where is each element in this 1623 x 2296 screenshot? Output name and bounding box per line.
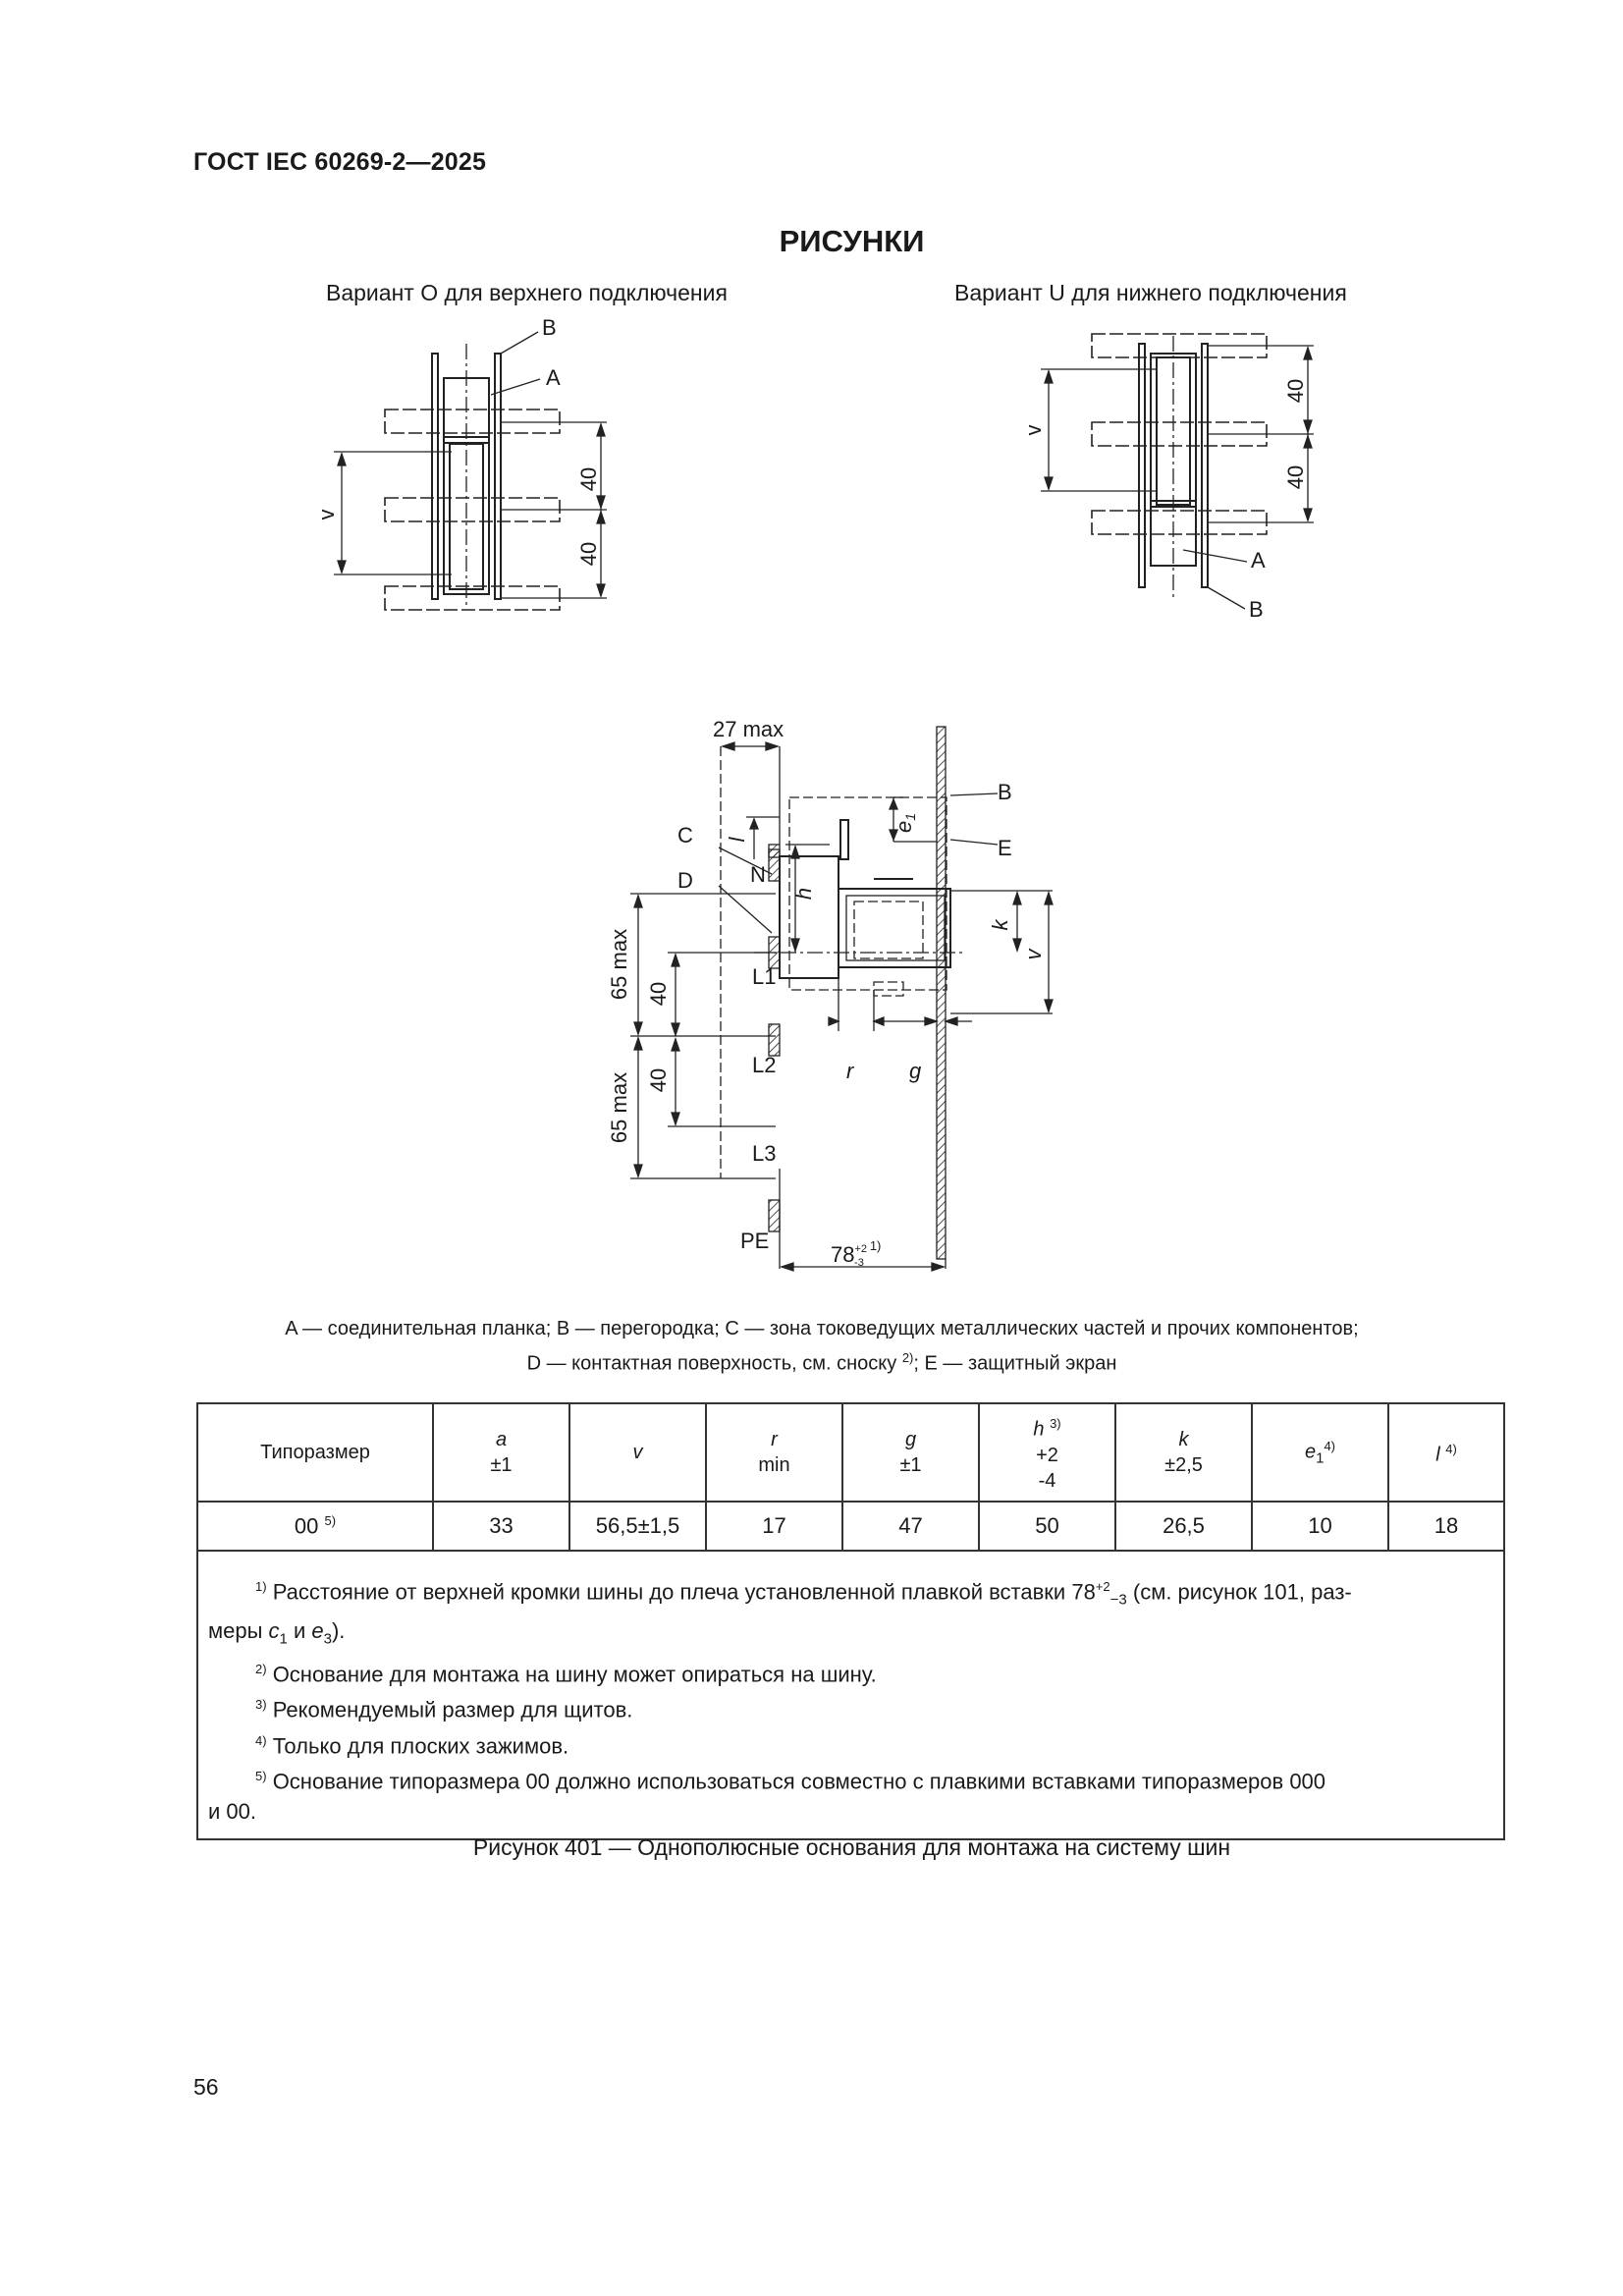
main-label-l1: L1: [752, 964, 777, 989]
main-label-40-bottom: 40: [646, 1067, 671, 1093]
main-label-27max: 27 max: [713, 717, 784, 741]
main-label-v: v: [1021, 949, 1046, 960]
cell-k: 26,5: [1115, 1502, 1252, 1551]
col-header-e1: $e_1^{4)}$: [1252, 1403, 1388, 1502]
dimensions-table: [196, 1402, 1505, 1840]
main-label-65max-bottom: 65 max: [607, 1071, 631, 1144]
variant-o-dim-1: 40: [576, 466, 601, 492]
col-header-k: k ±2,5: [1115, 1403, 1252, 1502]
document-header: ГОСТ IEC 60269-2—2025: [193, 148, 487, 176]
main-label-78: $78^{+2}$ -3$^{1)}$: [831, 1238, 882, 1269]
col-header-a: a ±1: [433, 1403, 569, 1502]
table-notes-row: [197, 1551, 1504, 1839]
col-header-l: l $^{4)}$: [1388, 1403, 1504, 1502]
table-notes: [197, 1551, 1504, 1839]
main-label-l3: L3: [752, 1141, 777, 1166]
main-label-k: k: [988, 919, 1012, 931]
col-header-g: g ±1: [842, 1403, 979, 1502]
footnote-1: $^{1)}$ Расстояние от верхней кромки шины до плеча установленной плавкой вставки $78^{+2}_{-3}$ (см. рисунок 101, раз-: [255, 1579, 1352, 1609]
legend-line-1: A — соединительная планка; B — перегородка; C — зона токоведущих металлических частей и прочих компонентов;: [285, 1318, 1359, 1339]
variant-o-label-a: A: [546, 365, 561, 390]
page-number: 56: [193, 2074, 219, 2100]
main-label-l: l: [725, 837, 749, 843]
footnote-5: $^{5)}$ Основание типоразмера 00 должно использоваться совместно с плавкими вставками типоразмеров 000: [255, 1769, 1326, 1794]
col-header-size: Типоразмер: [197, 1403, 433, 1502]
main-label-n: N: [750, 862, 766, 887]
variant-o-label-b: B: [542, 315, 557, 340]
cell-r: 17: [706, 1502, 842, 1551]
cell-e1: 10: [1252, 1502, 1388, 1551]
col-header-v: v: [569, 1403, 706, 1502]
main-label-d: D: [677, 868, 693, 893]
legend-line-2: D — контактная поверхность, см. сноску $^{2)}$; E — защитный экран: [526, 1350, 1117, 1375]
footnote-5-cont: и 00.: [208, 1799, 256, 1825]
footnote-1-cont: меры $c_1$ и $e_3$).: [208, 1617, 346, 1648]
main-label-h: h: [791, 887, 816, 901]
variant-u-title: Вариант U для нижнего подключения: [954, 280, 1347, 305]
cell-g: 47: [842, 1502, 979, 1551]
main-drawing: [589, 707, 1080, 1286]
variant-u-label-a: A: [1251, 548, 1266, 573]
cell-v: 56,5±1,5: [569, 1502, 706, 1551]
figure-legend: [196, 1314, 1447, 1379]
cell-a: 33: [433, 1502, 569, 1551]
footnote-2: $^{2)}$ Основание для монтажа на шину может опираться на шину.: [255, 1662, 877, 1687]
main-label-e: E: [998, 836, 1012, 860]
footnote-4: $^{4)}$ Только для плоских зажимов.: [255, 1732, 569, 1759]
cell-h: 50: [979, 1502, 1115, 1551]
variant-u-drawing: [1011, 314, 1345, 629]
variant-o-dim-2: 40: [576, 541, 601, 567]
cell-l: 18: [1388, 1502, 1504, 1551]
main-label-l2: L2: [752, 1053, 777, 1077]
table-header-row: [197, 1403, 1504, 1502]
variant-u-label-b: B: [1249, 597, 1264, 622]
footnote-3: $^{3)}$ Рекомендуемый размер для щитов.: [255, 1697, 633, 1722]
variant-u-dim-v: v: [1021, 424, 1046, 436]
variant-u-dim-1: 40: [1283, 378, 1308, 404]
main-label-b: B: [998, 780, 1012, 804]
main-label-40-top: 40: [646, 981, 671, 1007]
variant-u-dim-2: 40: [1283, 465, 1308, 490]
col-header-r: r min: [706, 1403, 842, 1502]
main-label-e1: e1: [892, 812, 918, 834]
main-label-c: C: [677, 823, 693, 847]
main-label-65max-top: 65 max: [607, 928, 631, 1001]
variant-o-drawing: [295, 314, 628, 629]
table-row: [197, 1502, 1504, 1551]
main-label-r: r: [846, 1059, 854, 1083]
section-title: РИСУНКИ: [779, 224, 925, 258]
cell-size: 00 $^{5)}$: [197, 1502, 433, 1551]
figure-caption: Рисунок 401 — Однополюсные основания для монтажа на систему шин: [472, 1834, 1231, 1860]
variant-o-dim-v: v: [314, 509, 339, 520]
main-label-pe: PE: [740, 1229, 770, 1253]
col-header-h: h $^{3)}$ +2 -4: [979, 1403, 1115, 1502]
variant-o-title: Вариант O для верхнего подключения: [326, 280, 728, 305]
main-label-g: g: [909, 1059, 922, 1083]
